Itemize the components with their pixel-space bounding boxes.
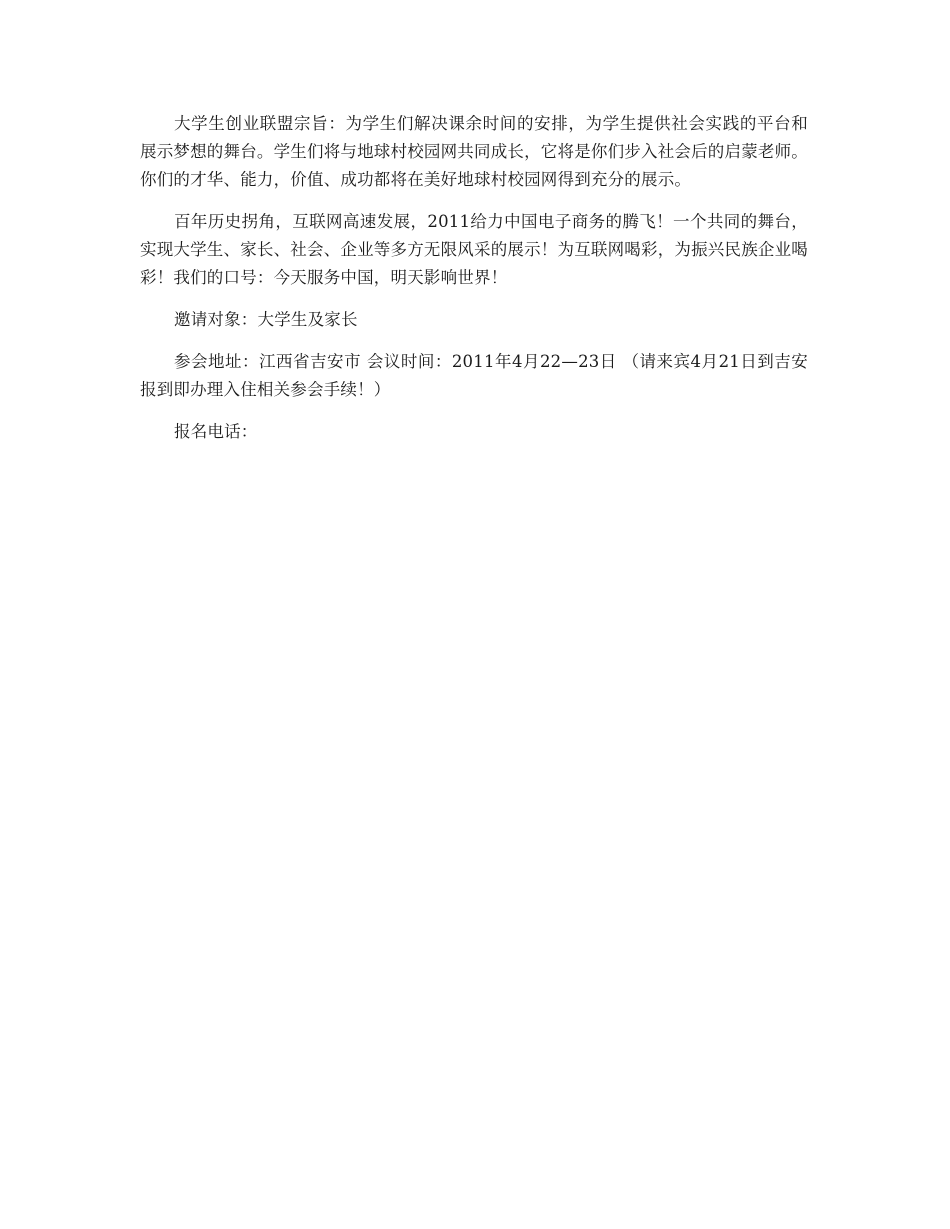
invitees-paragraph: 邀请对象：大学生及家长	[174, 310, 358, 329]
mission-paragraph: 大学生创业联盟宗旨：为学生们解决课余时间的安排，为学生提供社会实践的平台和展示梦想的舞台。学生们将与地球村校园网共同成长，它将是你们步入社会后的启蒙老师。你们的才华、能力，价值、成功都将在美好地球村校园网得到充分的展示。	[140, 114, 808, 189]
slogan-paragraph: 百年历史拐角，互联网高速发展，2011给力中国电子商务的腾飞！一个共同的舞台，实现大学生、家长、社会、企业等多方无限风采的展示！为互联网喝彩，为振兴民族企业喝彩！我们的口号：今天服务中国，明天影响世界！	[140, 212, 808, 287]
registration-phone-paragraph: 报名电话：	[174, 422, 258, 441]
document-body	[140, 110, 808, 460]
venue-time-paragraph: 参会地址：江西省吉安市 会议时间：2011年4月22—23日 （请来宾4月21日到吉安报到即办理入住相关参会手续！）	[140, 352, 808, 399]
